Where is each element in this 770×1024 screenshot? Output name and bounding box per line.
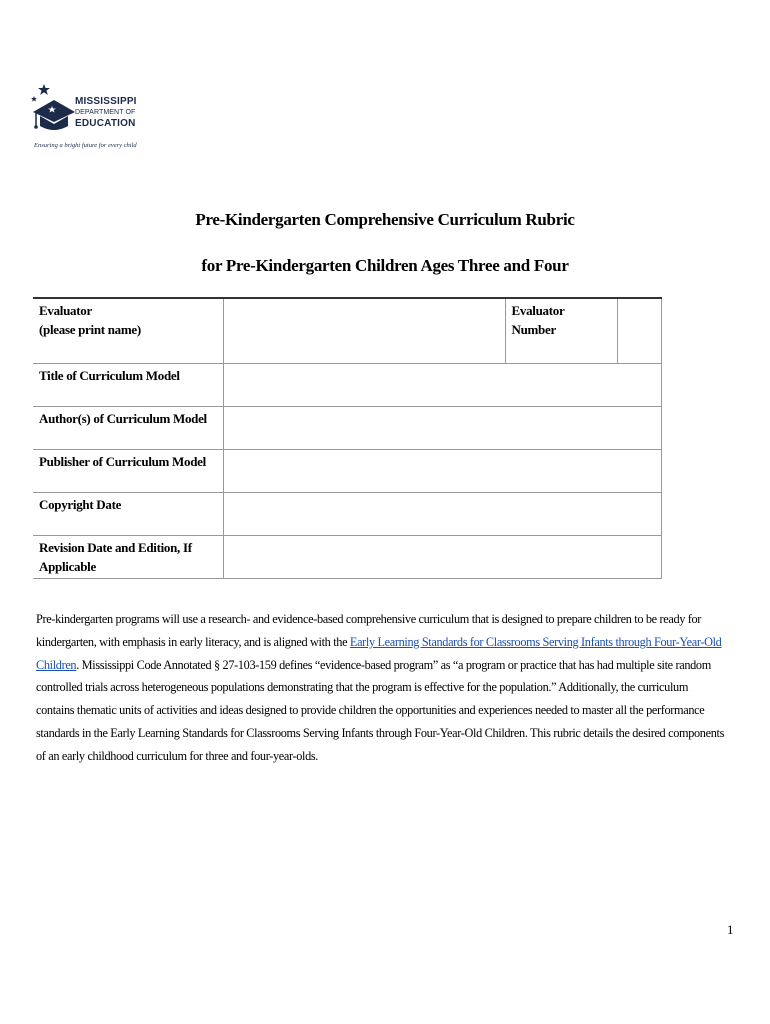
revision-date-label: Revision Date and Edition, If Applicable (33, 536, 223, 579)
title-of-curriculum-field[interactable] (223, 364, 661, 407)
publisher-label: Publisher of Curriculum Model (33, 450, 223, 493)
logo-line-2: DEPARTMENT OF (75, 109, 136, 116)
logo-line-1: MISSISSIPPI (75, 96, 137, 107)
early-learning-standards-link[interactable]: Early Learning Standards for Classrooms Serving Infants through Four-Year-Old Children (36, 634, 722, 672)
document-title-line-1: Pre-Kindergarten Comprehensive Curriculum Rubric (195, 210, 575, 229)
intro-paragraph (36, 608, 728, 768)
form-row (33, 493, 661, 536)
evaluator-form-table (33, 297, 662, 579)
evaluator-number-field[interactable] (617, 298, 661, 364)
copyright-date-label: Copyright Date (33, 493, 223, 536)
page-number: 1 (727, 922, 734, 937)
authors-field[interactable] (223, 407, 661, 450)
logo-tagline: Ensuring a bright future for every child (34, 142, 137, 149)
logo-line-3: EDUCATION (75, 118, 136, 129)
evaluator-number-label: Evaluator Number (505, 298, 617, 364)
document-title-line-2: for Pre-Kindergarten Children Ages Three and Four (201, 256, 569, 275)
evaluator-label: Evaluator (please print name) (33, 298, 223, 364)
form-row (33, 364, 661, 407)
form-row (33, 407, 661, 450)
copyright-date-field[interactable] (223, 493, 661, 536)
publisher-field[interactable] (223, 450, 661, 493)
revision-date-field[interactable] (223, 536, 661, 579)
authors-label: Author(s) of Curriculum Model (33, 407, 223, 450)
mde-logo (30, 82, 140, 154)
intro-text-part-2: . Mississippi Code Annotated § 27-103-159 defines “evidence-based program” as “a program or practice that has had multiple site random controlled trials across heterogeneous populations demonstrating that the program is effective for the population.” Additionally, the curriculum contains thematic units of activities and ideas designed to provide children the opportunities and experiences needed to master all the performance standards in the Early Learning Standards for Classrooms Serving Infants through Four-Year-Old Children. This rubric details the desired components of an early childhood curriculum for three and four-year-olds. (36, 657, 725, 763)
logo-wordmark (75, 96, 137, 129)
graduation-cap-star-icon (30, 82, 78, 140)
evaluator-name-field[interactable] (223, 298, 505, 364)
form-row (33, 450, 661, 493)
title-of-curriculum-label: Title of Curriculum Model (33, 364, 223, 407)
form-row-evaluator (33, 298, 661, 364)
intro-text-part-1: Pre-kindergarten programs will use a research- and evidence-based comprehensive curriculum that is designed to prepare children to be ready for kindergarten, with emphasis in early literacy, and is aligned with the (36, 612, 702, 649)
form-row (33, 536, 661, 579)
